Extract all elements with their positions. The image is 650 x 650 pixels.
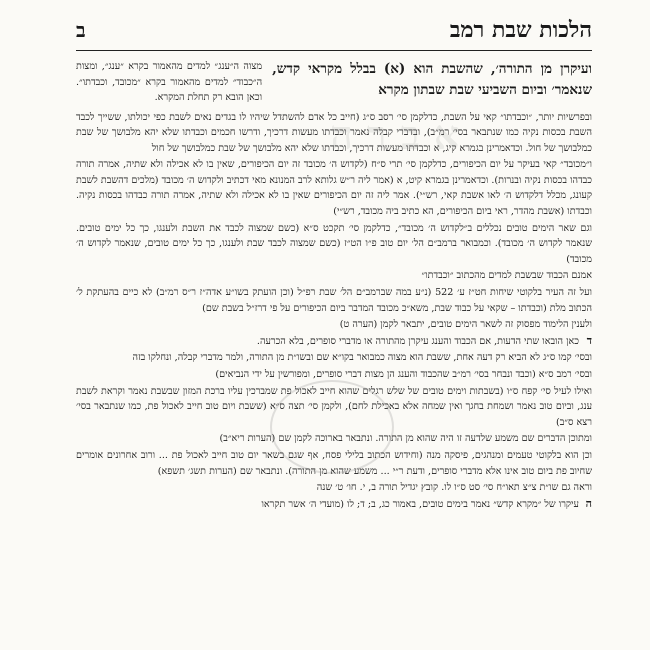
- footnote-paragraph: ובסי׳ רמב ס״א (וכבד ונבחר בסי׳ רמ״ב שהכבוד והענג הן מצות דברי סופרים, ומפורשין על ידי הנביאים): [215, 369, 592, 380]
- page-header: [76, 10, 592, 51]
- top-section: [76, 59, 592, 106]
- footnote-paragraph: ואילו לעיל סי׳ קפח ס״ו (בשבתות וימים טובים של שלש רגלים שהוא חייב לאכול פת שמברכין עליו ברכת המזון שבשבת נאמר וקראת לשבת ענג, וביום טוב נאמר ושמחת בחגך ואין שמחה אלא באכילת לחם), ולקמן סי׳ תצה ס״א (ששבת ויום טוב חייב לאכול פת, כמו שנתבאר בסי׳ רצא ס״ב): [76, 385, 592, 428]
- note-mark-h: ה: [585, 496, 592, 510]
- main-text: ועיקרן מן התורה׳, שהשבת הוא (א) בבלל מקראי קדש, שנאמר׳ וביום השביעי שבת שבתון מקרא: [272, 61, 592, 98]
- footnote-paragraph: וגם שאר הימים טובים נכללים ב״לקדוש ה׳ מכובד״, כדלקמן סי׳ תקכט ס״א (כשם שמצוה לכבד את השבת ולענגו, כך כל ימים טובים. שנאמר לקדוש ה׳ מכובד). וכמבואר ברמב״ם הל׳ יום טוב פ״ו הט״ז (כשם שמצוה לכבד שבת ולענגו, כך כל ימים טובים, שנאמר לקדוש ה׳ מכובד): [76, 222, 592, 265]
- note-d: [76, 334, 592, 351]
- footnote-paragraph: עיקרו של ״מקרא קדש״ נאמר בימים טובים, באמור כג, ב; ד; לו (מועדי ה׳ אשר תקראו: [261, 498, 579, 510]
- note-mark-d: ד: [586, 333, 592, 347]
- page-title: הלכות שבת רמב: [449, 17, 592, 43]
- note-h: [76, 497, 592, 514]
- watermark: א ב ר ה: [330, 112, 460, 159]
- footnote-paragraph: וראה גם שו״ת צ״צ תאו״ח סי׳ סט ס״ו לו. קובץ יגדיל תורה ב, י. חו׳ ט׳ שנה: [316, 482, 592, 494]
- footnote-paragraph: ומתוכן הדברים שם משמע שלדעה זו היה שהוא מן התורה. ונתבאר בארוכה לקמן שם (הערות ריא״ב): [219, 433, 592, 445]
- footnote-paragraph: ובפרשיות יותר, ״וכבדתו״ קאי על השבת, כדלקמן סי׳ רסב ס״ג (חייב כל אדם להשתדל שיהיו לו בגדים נאים לשבת כפי יכולתו, ששייך לכבד השבת בכסות נקיה כמו שנתבאר בסי׳ רמ״ב), ובדברי קבלה נאמר וכבדתו מעשות דרכיך, ודרשו חכמים וכבדתו שלא יהא מלבושך של שבת כמלבושך של חול. וכדאמרינן בגמרא קיג, א וכבדתו מעשות דרכיך, וכבדתו שלא יהא מלבושך של שבת כמלבושך של חול: [76, 111, 592, 154]
- side-note: מצוה ה״ענג״ למדים מהאמור בקרא ״ענג״, ומצות ה״כבוד״ למדים מהאמור בקרא ״מכובד, וכבדתו״. וכאן הובא רק תחלת המקרא.: [76, 61, 263, 103]
- footnote-paragraph: ו״מכובד״ קאי בעיקר על יום הכיפורים, כדלקמן סי׳ תרי ס״ח (לקדוש ה׳ מכובד זה יום הכיפורים, שאין בו לא אכילה ולא שתיה, אמרה תורה כבדהו בכסות נקיה ובנרות). וכדאמרינן בגמרא קיט, א (אמר ליה ר״ש גלותא לרב המנונא מאי דכתיב ולקדוש ה׳ מכובד (מלכים דהשבת לשבת קעונג, מכלל דלקדוש ה׳ לאו אשבת קאי, רש״י). אמר ליה זה יום הכיפורים שאין בו לא אכילה ולא שתיה, אמרה תורה כבדהו בכסות נקיה. וכבדתו (אשבת מהדר, ראי ביום הכיפורים, הא כתיב ביה מכובד, רש״י): [76, 159, 592, 218]
- footnote-paragraph: ועל זה העיר בלקוטי שיחות חט״ז ע׳ 522 (נ״ע במה שברמב״ם הל׳ שבת רפ״ל (וכן הועתק בשו״ע אדה״ז ר״ס רמ״ב) לא כיים בהעתקת ל׳ הכתוב מלת (וכבדתו – שקאי על כבוד שבת, משא״כ מכובד המדבר ביום הכיפורים על פי דרז״ל בשבת שם): [76, 287, 592, 314]
- footnote-paragraph: וכן הוא בלקוטי טעמים ומנהגים, פיסקה מנה (וחידוש הכתוב בלילי פסח, אף שגם בשאר יום טוב חייב לאכול פת ... ורוב אחרונים אומרים שחיוב פת ביום טוב אינו אלא מדברי סופרים, ודעת ר״י ... משמע שהוא מן התורה). ונתבאר שם (הערות תשג׳ תשפא): [76, 449, 592, 477]
- footnote-paragraph: ולענין הלימוד מפסוק זה לשאר הימים טובים, יתבאר לקמן (הערה ט): [339, 319, 592, 331]
- footnote-paragraph: ובסי׳ קמו ס״ג לא הביא רק דעה אחת, ששבת הוא מצוה כמבואר בקו״א שם ובשו״ת מן התורה, ולמר מדברי קבלה, ונחלקו בזה: [132, 352, 592, 364]
- page-letter: ב: [76, 17, 86, 42]
- footnote-paragraph: אמנם הכבוד שבשבת למדים מהכתוב ״וכבדתו״: [421, 270, 592, 282]
- footnote-paragraph: כאן הובאו שתי הדעות, אם הכבוד והענג עיקרן מהתורה או מדברי סופרים, בלא הכרעה.: [256, 335, 579, 347]
- footnotes: [76, 110, 592, 514]
